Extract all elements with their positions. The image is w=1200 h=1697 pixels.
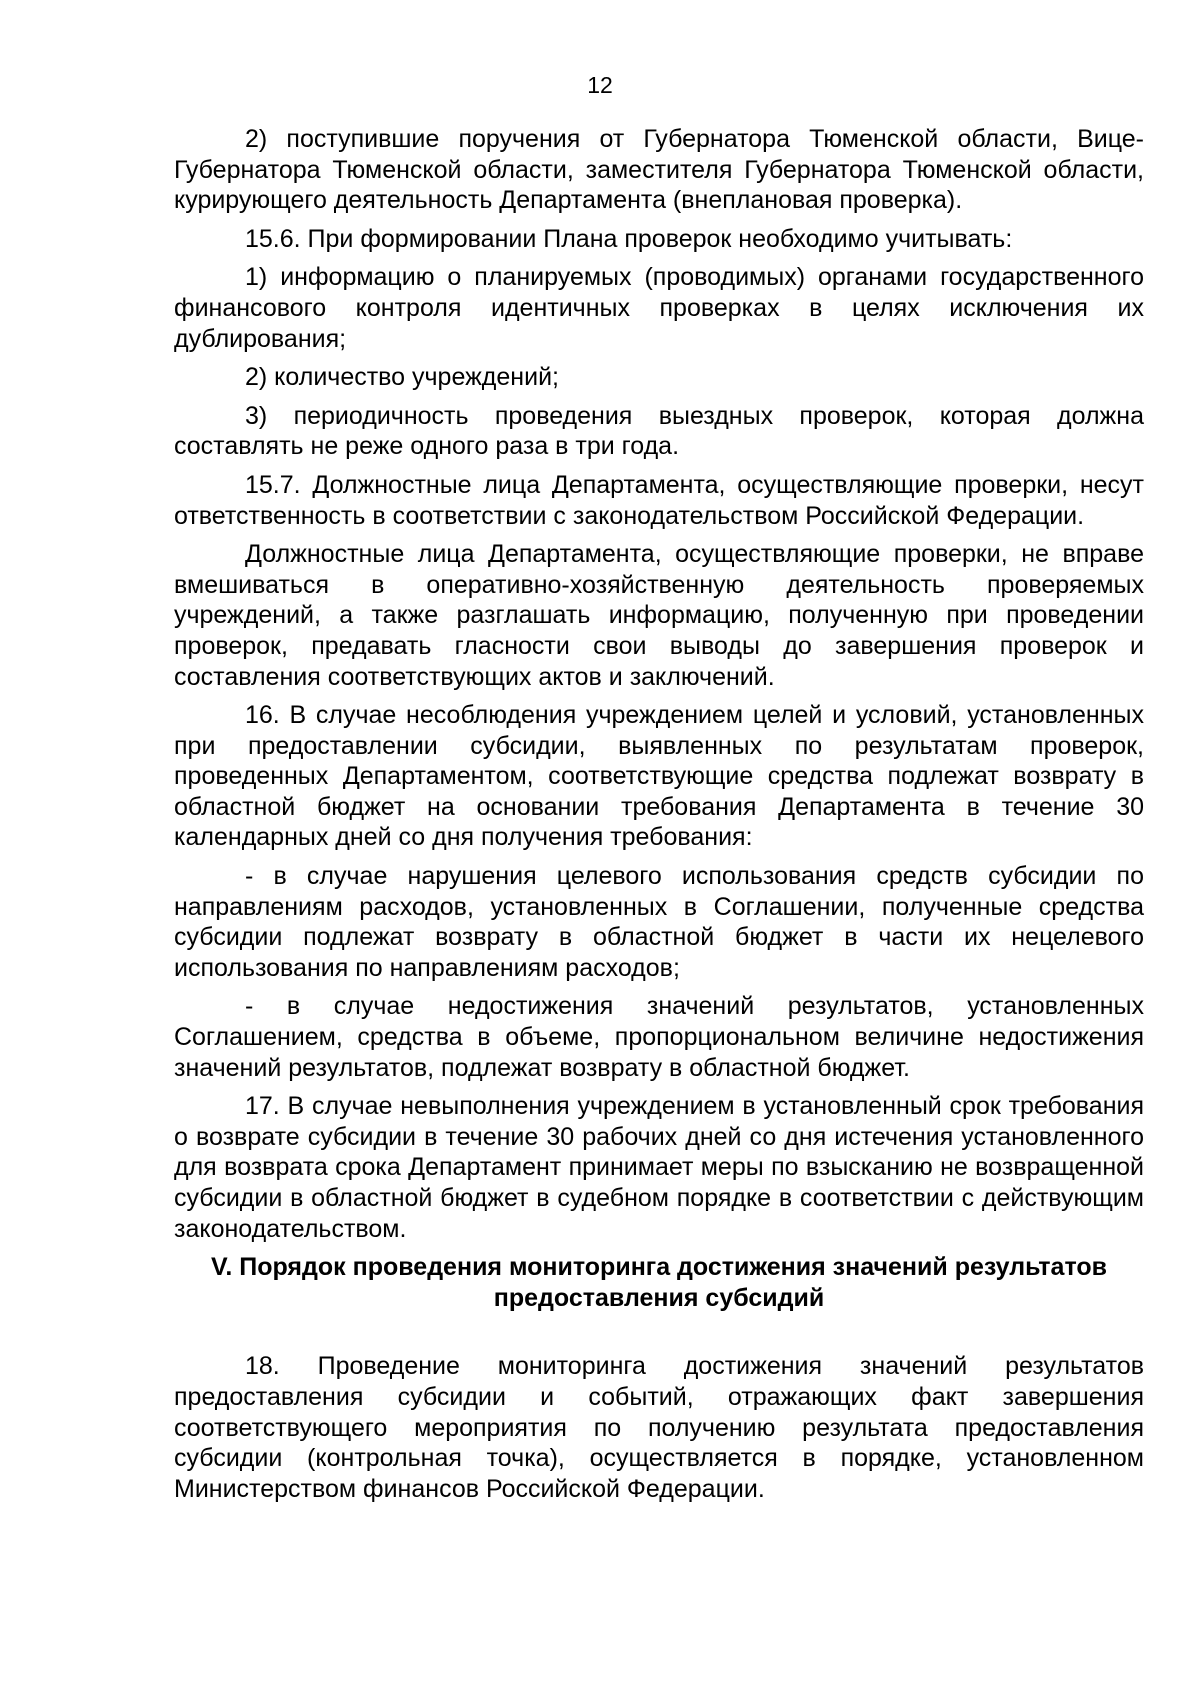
section-heading-line-1: V. Порядок проведения мониторинга достижения значений результатов [210,1253,1108,1282]
paragraph-item-3: 3) периодичность проведения выездных проверок, которая должна составлять не реже одного раза в три года. [174,401,1144,461]
paragraph-17: 17. В случае невыполнения учреждением в установленный срок требования о возврате субсидии в течение 30 рабочих дней со дня истечения установленного для возврата срока Департамент принимает меры по взысканию не возвращенной субсидии в областной бюджет в судебном порядке в соответствии с действующим законодательством. [174,1092,1144,1243]
paragraph-officials: Должностные лица Департамента, осуществляющие проверки, не вправе вмешиваться в оперативно-хозяйственную деятельность проверяемых учреждений, а также разглашать информацию, полученную при проведении проверок, предавать гласности свои выводы до завершения проверок и составления соответствующих актов и заключений. [174,540,1144,691]
section-heading [174,1252,1144,1313]
paragraph-item-2: 2) поступившие поручения от Губернатора Тюменской области, Вице-Губернатора Тюменской области, заместителя Губернатора Тюменской области, курирующего деятельность Департамента (внеплановая проверка). [174,125,1144,215]
page-number: 12 [587,72,613,98]
section-heading-line-2: предоставления субсидий [493,1283,825,1312]
document-body [174,124,1144,1512]
paragraph-dash-1: - в случае нарушения целевого использования средств субсидии по направлениям расходов, установленных в Соглашении, полученные средства субсидии подлежат возврату в областной бюджет в части их нецелевого использования по направлениям расходов; [174,862,1144,982]
paragraph-dash-2: - в случае недостижения значений результатов, установленных Соглашением, средства в объеме, пропорциональном величине недостижения значений результатов, подлежат возврату в областной бюджет. [174,992,1144,1082]
paragraph-item-1: 1) информацию о планируемых (проводимых) органами государственного финансового контроля идентичных проверках в целях исключения их дублирования; [174,263,1144,353]
paragraph-18: 18. Проведение мониторинга достижения значений результатов предоставления субсидии и событий, отражающих факт завершения соответствующего мероприятия по получению результата предоставления субсидии (контрольная точка), осуществляется в порядке, установленном Министерством финансов Российской Федерации. [174,1352,1144,1503]
paragraph-15-7: 15.7. Должностные лица Департамента, осуществляющие проверки, несут ответственность в соответствии с законодательством Российской Федерации. [174,470,1144,530]
paragraph-16: 16. В случае несоблюдения учреждением целей и условий, установленных при предоставлении субсидии, выявленных по результатам проверок, проведенных Департаментом, соответствующие средства подлежат возврату в областной бюджет на основании требования Департамента в течение 30 календарных дней со дня получения требования: [174,701,1144,852]
paragraph-15-6: 15.6. При формировании Плана проверок необходимо учитывать: [245,224,1013,253]
paragraph-item-2-count: 2) количество учреждений; [245,363,559,392]
